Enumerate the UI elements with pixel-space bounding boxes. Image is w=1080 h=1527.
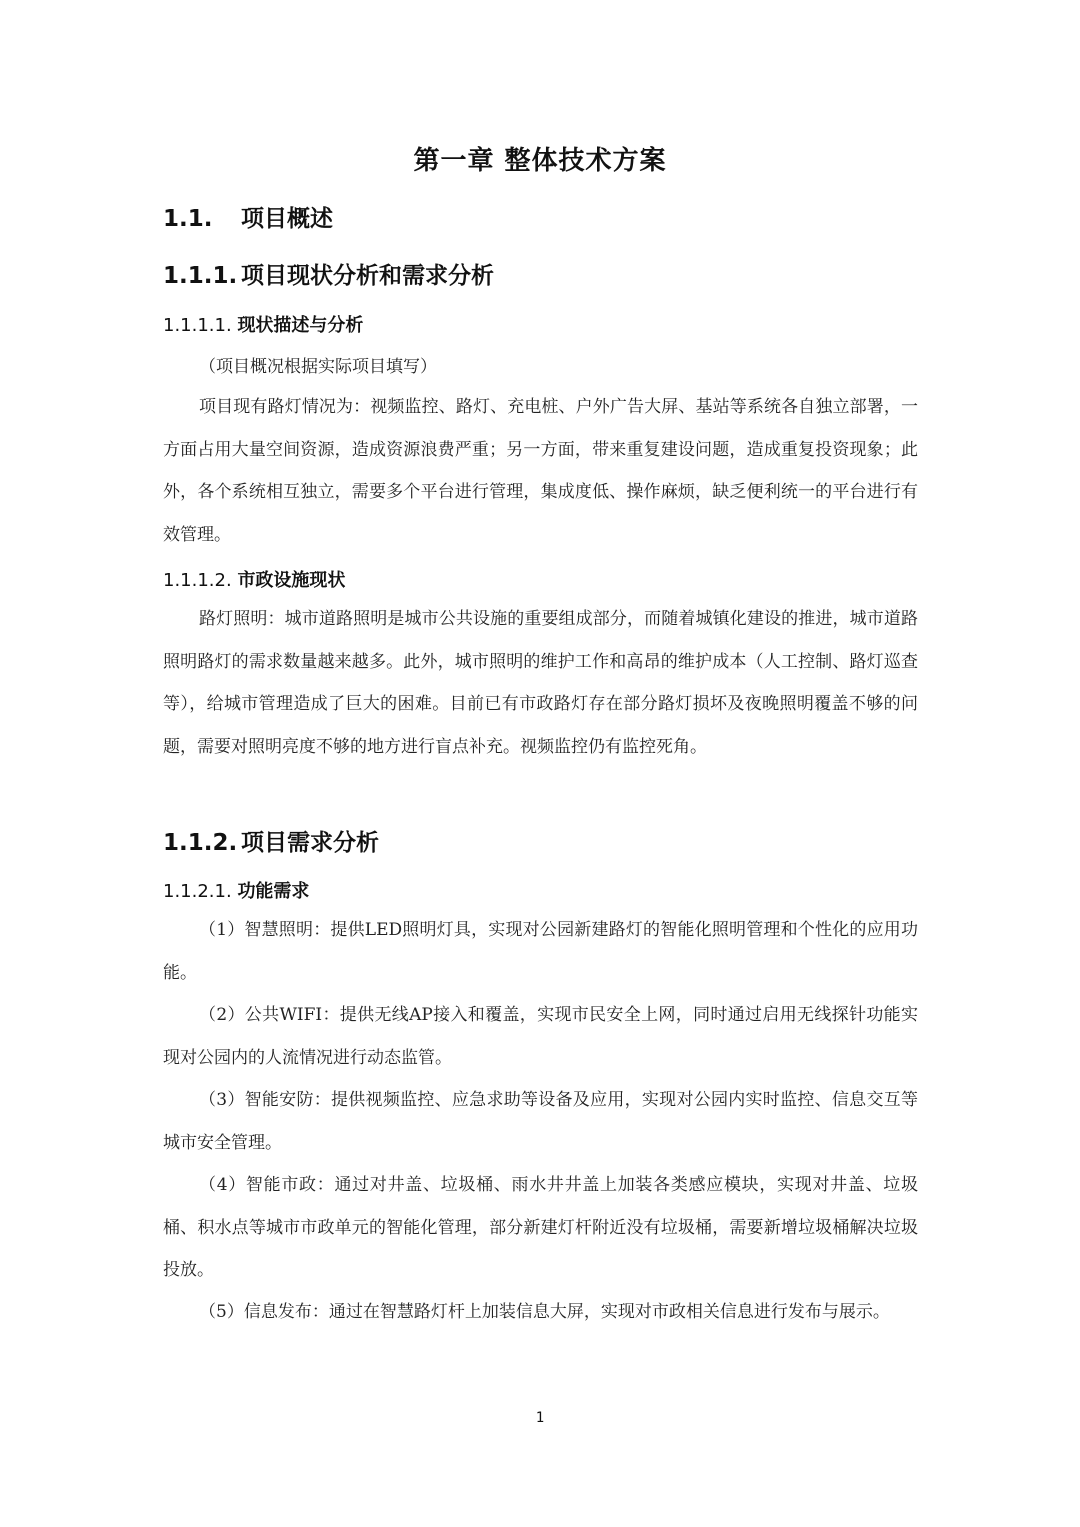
heading-title: 市政设施现状 [237,570,346,591]
requirement-item: （1）智慧照明：提供LED照明灯具，实现对公园新建路灯的智能化照明管理和个性化的应用功能。 [163,920,918,983]
heading-1-1-1 [163,257,494,290]
heading-number: 1.1.1.1. [163,315,232,336]
requirement-item: （3）智能安防：提供视频监控、应急求助等设备及应用，实现对公园内实时监控、信息交互等城市安全管理。 [163,1090,918,1153]
heading-title: 项目需求分析 [241,830,379,856]
requirement-item: （5）信息发布：通过在智慧路灯杆上加装信息大屏，实现对市政相关信息进行发布与展示。 [199,1302,890,1322]
heading-title: 项目概述 [241,206,333,232]
chapter-title: 第一章 整体技术方案 [413,146,667,176]
heading-1-1-2 [163,824,379,857]
heading-number: 1.1.2. [163,830,238,856]
heading-number: 1.1. [163,206,213,232]
heading-number: 1.1.1.2. [163,570,232,591]
heading-title: 功能需求 [237,881,310,902]
requirement-item: （4）智能市政：通过对井盖、垃圾桶、雨水井井盖上加装各类感应模块，实现对井盖、垃圾桶、积水点等城市市政单元的智能化管理，部分新建灯杆附近没有垃圾桶，需要新增垃圾桶解决垃圾投放。 [163,1175,918,1280]
status-paragraph: 项目现有路灯情况为：视频监控、路灯、充电桩、户外广告大屏、基站等系统各自独立部署，一方面占用大量空间资源，造成资源浪费严重；另一方面，带来重复建设问题，造成重复投资现象；此外，各个系统相互独立，需要多个平台进行管理，集成度低、操作麻烦，缺乏便利统一的平台进行有效管理。 [163,397,918,545]
heading-1-1-1-2 [163,566,345,592]
heading-1-1-1-1 [163,311,363,337]
heading-title: 现状描述与分析 [237,315,364,336]
project-note: （项目概况根据实际项目填写） [199,357,437,377]
requirement-item: （2）公共WIFI：提供无线AP接入和覆盖，实现市民安全上网，同时通过启用无线探针功能实现对公园内的人流情况进行动态监管。 [163,1005,918,1068]
heading-1-1-2-1 [163,877,309,903]
heading-title: 项目现状分析和需求分析 [241,263,494,289]
page-number: 1 [535,1410,545,1426]
facilities-paragraph: 路灯照明：城市道路照明是城市公共设施的重要组成部分，而随着城镇化建设的推进，城市道路照明路灯的需求数量越来越多。此外，城市照明的维护工作和高昂的维护成本（人工控制、路灯巡查等），给城市管理造成了巨大的困难。目前已有市政路灯存在部分路灯损坏及夜晚照明覆盖不够的问题，需要对照明亮度不够的地方进行盲点补充。视频监控仍有监控死角。 [163,609,918,757]
heading-number: 1.1.2.1. [163,881,232,902]
heading-number: 1.1.1. [163,263,238,289]
heading-1-1 [163,200,333,233]
